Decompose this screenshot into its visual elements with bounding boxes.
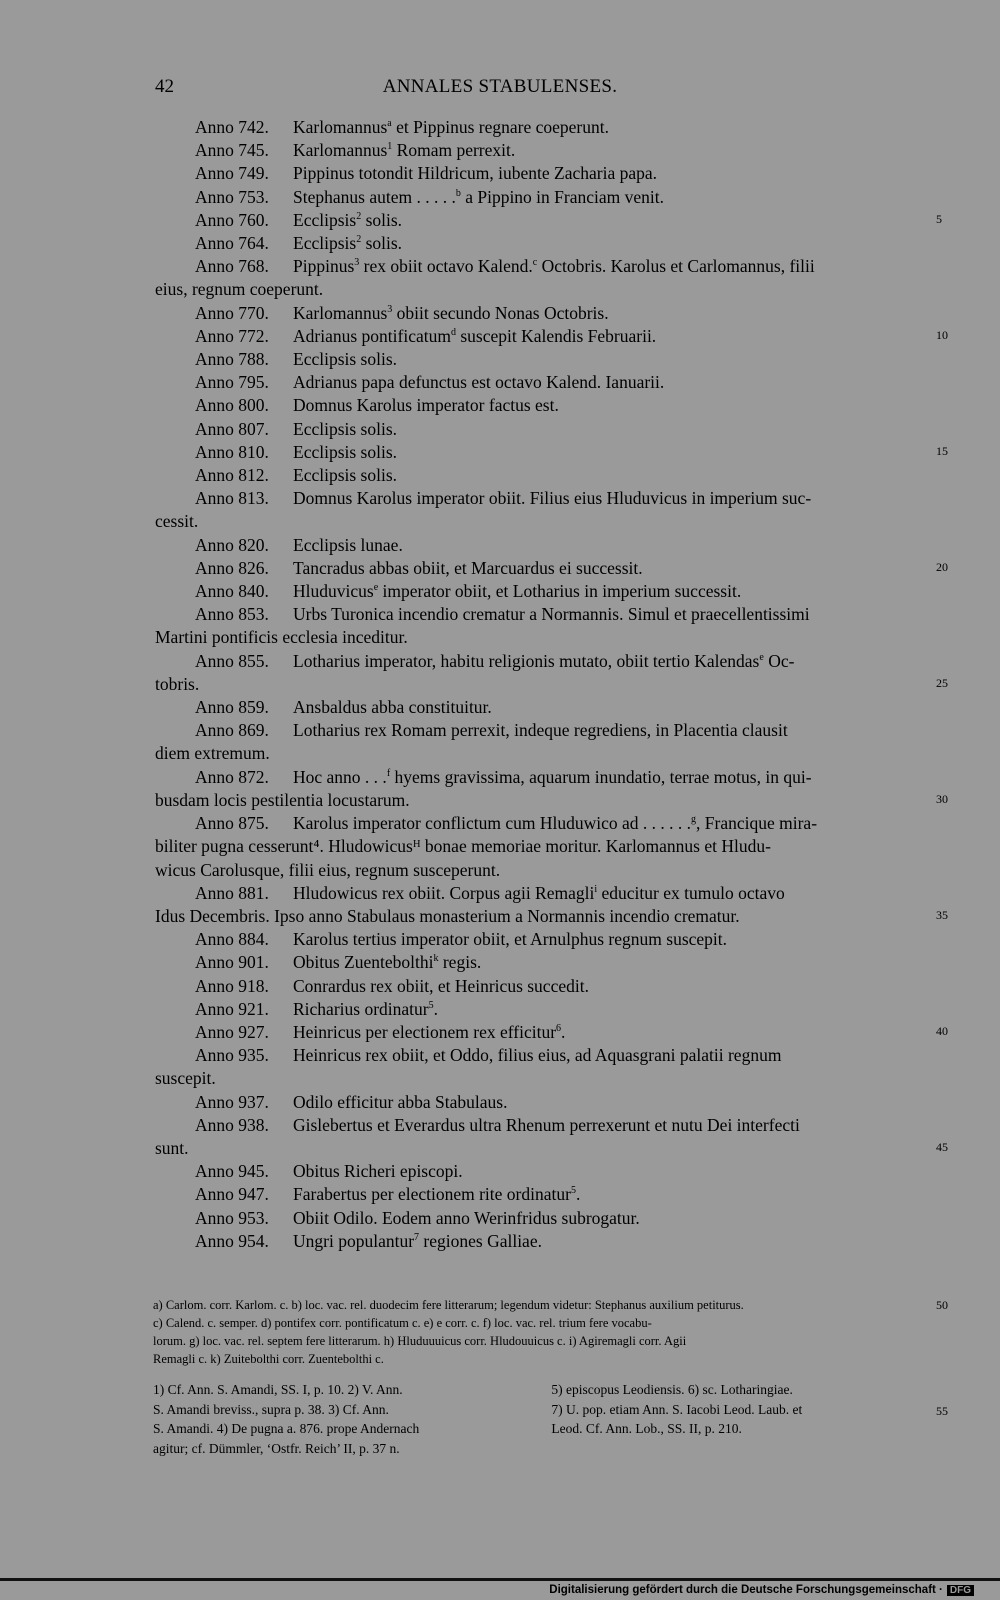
textual-note-line: c) Calend. c. semper. d) pontifex corr. pontificatum c. e) e corr. c. f) loc. vac. rel. trium fere vocabu- [153,1316,652,1330]
annal-entry [155,487,933,510]
numbered-note-line: agitur; cf. Dümmler, ‘Ostfr. Reich’ II, p. 37 n. [153,1440,400,1456]
entry-text: Farabertus per electionem rite ordinatur [293,1184,571,1205]
footer-divider [0,1578,1000,1581]
footnote-marker: 7 [414,1231,420,1243]
entry-text: Domnus Karolus imperator factus est. [293,395,559,416]
line-number: 5 [936,212,942,226]
entry-text: . [433,998,438,1019]
footnote-marker: d [450,327,456,338]
annal-entry [155,209,933,232]
entry-year: Anno 820. [195,534,269,555]
annal-entry [155,1021,933,1044]
annal-entry [155,116,933,139]
annal-entry [155,534,933,557]
entry-year: Anno 853. [195,604,269,625]
textual-note-line: Remagli c. k) Zuitebolthi corr. Zuentebolthi c. [153,1352,384,1366]
entry-year: Anno 918. [195,975,269,996]
footnote-marker: g [691,814,697,826]
annal-entry [155,186,933,209]
entry-year: Anno 872. [195,766,269,787]
annal-entry [155,1183,933,1206]
entry-year: Anno 901. [195,952,269,973]
entry-year: Anno 826. [195,557,269,578]
entry-year: Anno 840. [195,581,269,602]
line-number: 35 [936,908,948,922]
entry-text: regis. [438,952,482,973]
entry-text: educitur ex tumulo octavo [597,882,785,903]
footnote-marker: 5 [428,999,434,1011]
entry-text: Ecclipsis solis. [293,349,398,370]
entry-text: , Francique mira- [696,813,818,834]
entry-text: Ecclipsis [293,209,357,230]
entry-year: Anno 770. [195,302,269,323]
annals-entries [155,116,933,1253]
annal-entry [155,882,933,905]
entry-text: Hluduvicus [293,581,374,602]
entry-year: Anno 947. [195,1184,269,1205]
entry-text: Adrianus pontificatum [293,325,451,346]
entry-text: Odilo efficitur abba Stabulaus. [293,1091,508,1112]
entry-text: Gislebertus et Everardus ultra Rhenum perrexerunt et nutu Dei interfecti [293,1114,800,1135]
annal-entry [155,650,933,673]
entry-year: Anno 753. [195,186,269,207]
entry-continuation: cessit. [155,511,199,532]
footer-text: Digitalisierung gefördert durch die Deutsche Forschungsgemeinschaft · [549,1584,943,1596]
annal-entry [155,1207,933,1230]
entry-text: Urbs Turonica incendio crematur a Normannis. Simul et praecellentissimi [293,604,810,625]
annal-entry [155,719,933,742]
entry-text: Obitus Zuentebolthi [293,952,434,973]
entry-text: Pippinus [293,256,355,277]
entry-text: Ecclipsis lunae. [293,534,403,555]
entry-year: Anno 953. [195,1207,269,1228]
numbered-note-line: 1) Cf. Ann. S. Amandi, SS. I, p. 10. 2) V. Ann. [153,1382,403,1397]
entry-text: Octobris. Karolus et Carlomannus, filii [537,256,815,277]
footnote-marker: 5 [570,1185,576,1197]
entry-text: Domnus Karolus imperator obiit. Filius eius Hluduvicus in imperium suc- [293,488,812,509]
page-number: 42 [155,76,174,97]
entry-text: Richarius ordinatur [293,998,429,1019]
entry-year: Anno 812. [195,465,269,486]
annal-entry [155,557,933,580]
textual-notes [153,1296,933,1368]
footnote-marker: 2 [356,234,362,246]
numbered-notes-col-2 [551,1380,931,1439]
footnote-marker: i [594,883,598,895]
entry-year: Anno 875. [195,813,269,834]
footer-credit [549,1584,974,1596]
entry-year: Anno 855. [195,650,269,671]
entry-text: Karlomannus [293,140,388,161]
annal-entry [155,580,933,603]
footnote-marker: k [433,953,439,965]
entry-text: . [575,1184,581,1205]
entry-year: Anno 881. [195,882,269,903]
entry-year: Anno 788. [195,349,269,370]
entry-continuation: tobris. [155,673,200,694]
line-number: 40 [936,1024,948,1038]
entry-continuation: eius, regnum coeperunt. [155,279,324,300]
annal-entry [155,696,933,719]
footnote-marker: 6 [556,1023,562,1035]
annal-entry [155,1044,933,1067]
footnote-marker: e [759,651,764,663]
annal-entry [155,139,933,162]
entry-text: solis. [361,209,403,230]
entry-year: Anno 807. [195,418,269,439]
annal-entry [155,255,933,278]
entry-year: Anno 945. [195,1161,269,1182]
entry-year: Anno 859. [195,697,269,718]
entry-continuation: busdam locis pestilentia locustarum. [155,789,410,810]
entry-continuation: Idus Decembris. Ipso anno Stabulaus monasterium a Normannis incendio crematur. [155,905,740,926]
entry-year: Anno 938. [195,1114,269,1135]
entry-text: a Pippino in Franciam venit. [460,186,664,207]
entry-text: Hoc anno . . . [293,766,387,787]
entry-text: imperator obiit, et Lotharius in imperium successit. [378,581,742,602]
annal-entry [155,1230,933,1253]
entry-text: Ungri populantur [293,1230,415,1251]
footnote-marker: e [373,582,379,594]
entry-text: Obiit Odilo. Eodem anno Werinfridus subrogatur. [293,1207,640,1228]
line-number: 30 [936,792,948,806]
entry-text: solis. [361,233,403,254]
line-number: 10 [936,328,948,342]
entry-text: rex obiit octavo Kalend. [359,256,533,277]
entry-text: Tancradus abbas obiit, et Marcuardus ei successit. [293,557,643,578]
entry-continuation: wicus Carolusque, filii eius, regnum susceperunt. [155,859,501,880]
annal-entry [155,1160,933,1183]
entry-text: Adrianus papa defunctus est octavo Kalend. Ianuarii. [293,372,665,393]
entry-text: Karlomannus [293,117,388,137]
annal-entry [155,394,933,417]
entry-year: Anno 813. [195,488,269,509]
entry-text: Ecclipsis solis. [293,441,398,462]
entry-year: Anno 764. [195,233,269,254]
entry-text: Obitus Richeri episcopi. [293,1161,463,1182]
annal-entry [155,928,933,951]
entry-year: Anno 800. [195,395,269,416]
annal-entry [155,1114,933,1137]
footnote-marker: 3 [354,257,360,269]
numbered-note-line: Leod. Cf. Ann. Lob., SS. II, p. 210. [551,1421,742,1436]
entry-year: Anno 927. [195,1021,269,1042]
entry-text: regiones Galliae. [419,1230,542,1251]
line-number: 15 [936,444,948,458]
entry-year: Anno 749. [195,163,269,184]
entry-text: Lotharius imperator, habitu religionis mutato, obiit tertio Kalendas [293,650,760,671]
line-number: 55 [936,1404,948,1418]
footnote-marker: c [532,257,538,269]
entry-year: Anno 884. [195,929,269,950]
footnote-marker: f [386,767,391,779]
entry-text: Ecclipsis solis. [293,418,398,439]
entry-year: Anno 772. [195,325,269,346]
entry-continuation: diem extremum. [155,743,270,764]
annal-entry [155,975,933,998]
numbered-notes [153,1380,933,1458]
footnote-marker: 1 [387,141,393,153]
entry-year: Anno 760. [195,209,269,230]
entry-text: Karolus imperator conflictum cum Hluduwico ad . . . . . . [293,813,692,834]
entry-text: et Pippinus regnare coeperunt. [391,117,609,137]
annal-entry [155,464,933,487]
entry-continuation: Martini pontificis ecclesia inceditur. [155,627,408,648]
line-number: 50 [936,1298,948,1312]
entry-year: Anno 742. [195,117,269,137]
entry-year: Anno 810. [195,441,269,462]
footnote-marker: a [387,118,392,130]
entry-text: Stephanus autem . . . . . [293,186,456,207]
entry-year: Anno 937. [195,1091,269,1112]
entry-continuation: suscepit. [155,1068,216,1089]
footnote-marker: 2 [356,210,362,222]
entry-text: . [561,1021,566,1042]
entry-text: Heinricus per electionem rex efficitur [293,1021,557,1042]
entry-text: suscepit Kalendis Februarii. [455,325,657,346]
entry-year: Anno 795. [195,372,269,393]
entry-text: Ansbaldus abba constituitur. [293,697,492,718]
annal-entry [155,441,933,464]
annal-entry [155,998,933,1021]
entry-text: Karlomannus [293,302,388,323]
annal-entry [155,603,933,626]
textual-note-line: lorum. g) loc. vac. rel. septem fere litterarum. h) Hluduuuicus corr. Hludouuicus c. i) Agiremagli corr. Agii [153,1334,687,1348]
dfg-logo: DFG [947,1585,974,1596]
entry-year: Anno 954. [195,1230,269,1251]
entry-year: Anno 869. [195,720,269,741]
line-number: 45 [936,1140,948,1154]
footnote-marker: 3 [387,303,393,315]
annal-entry [155,951,933,974]
entry-year: Anno 921. [195,998,269,1019]
entry-text: Karolus tertius imperator obiit, et Arnulphus regnum suscepit. [293,929,728,950]
numbered-notes-col-1 [153,1380,548,1458]
numbered-note-line: S. Amandi. 4) De pugna a. 876. prope Andernach [153,1421,420,1436]
entry-continuation: sunt. [155,1137,189,1158]
entry-year: Anno 935. [195,1045,269,1066]
entry-text: obiit secundo Nonas Octobris. [392,302,609,323]
textual-note-line: a) Carlom. corr. Karlom. c. b) loc. vac. rel. duodecim fere litterarum; legendum videtur: Stephanus auxilium petiturus. [153,1298,744,1312]
annal-entry [155,232,933,255]
annal-entry [155,302,933,325]
line-number: 20 [936,560,948,574]
entry-text: Ecclipsis solis. [293,465,398,486]
entry-text: Conrardus rex obiit, et Heinricus succedit. [293,975,589,996]
entry-text: Heinricus rex obiit, et Oddo, filius eius, ad Aquasgrani palatii regnum [293,1045,782,1066]
annal-entry [155,348,933,371]
numbered-note-line: 5) episcopus Leodiensis. 6) sc. Lotharingiae. [551,1382,793,1397]
entry-text: Ecclipsis [293,233,357,254]
entry-text: hyems gravissima, aquarum inundatio, terrae motus, in qui- [390,766,812,787]
numbered-note-line: 7) U. pop. etiam Ann. S. Iacobi Leod. Laub. et [551,1401,803,1417]
footnote-marker: b [455,187,461,199]
numbered-note-line: S. Amandi breviss., supra p. 38. 3) Cf. Ann. [153,1401,389,1417]
annal-entry [155,1091,933,1114]
annal-entry [155,325,933,348]
annal-entry [155,766,933,789]
annal-entry [155,371,933,394]
annal-entry [155,812,933,835]
entry-text: Lotharius rex Romam perrexit, indeque regrediens, in Placentia clausit [293,720,788,741]
entry-continuation: biliter pugna cesserunt⁴. Hludowicusᴴ bonae memoriae moritur. Karlomannus et Hludu- [155,836,771,857]
entry-text: Pippinus totondit Hildricum, iubente Zacharia papa. [293,163,658,184]
annal-entry [155,162,933,185]
annal-entry [155,418,933,441]
running-title: ANNALES STABULENSES. [382,76,618,97]
entry-text: Hludowicus rex obiit. Corpus agii Remagli [293,882,595,903]
entry-text: Romam perrexit. [392,140,516,161]
entry-text: Oc- [763,650,795,671]
line-number: 25 [936,676,948,690]
entry-year: Anno 768. [195,256,269,277]
entry-year: Anno 745. [195,140,269,161]
